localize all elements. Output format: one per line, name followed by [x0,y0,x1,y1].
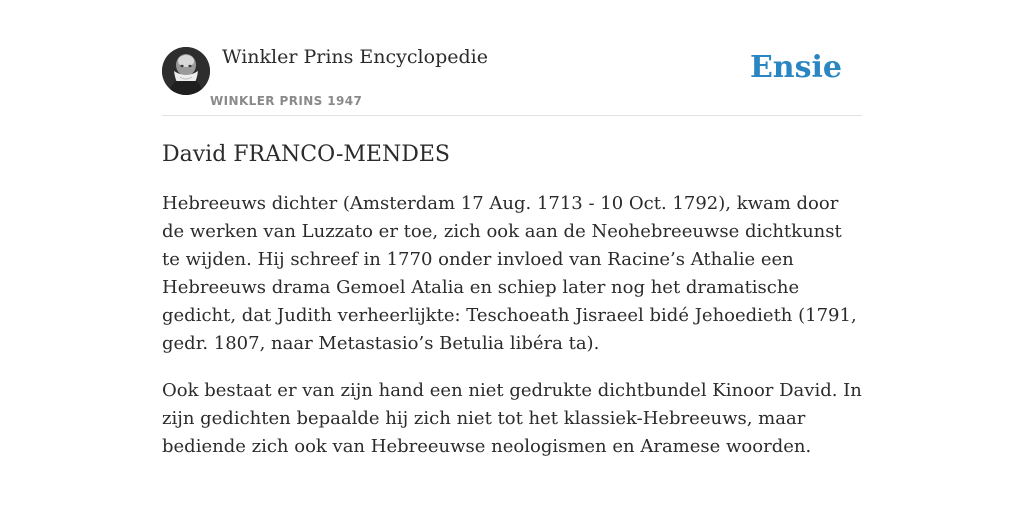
publication-subtitle: WINKLER PRINS 1947 [210,94,363,108]
article-paragraph: Ook bestaat er van zijn hand een niet gedrukte dichtbundel Kinoor David. In zijn gedichten bepaalde hij zich niet tot het klassiek-Hebreeuws, maar bediende zich ook van Hebreeuwse neologismen en Aramese woorden. [162,380,862,457]
avatar[interactable] [162,47,210,95]
brand-logo[interactable]: Ensie [749,50,842,85]
article-title: David FRANCO-MENDES [162,142,450,167]
bearded-man-portrait-icon [162,47,210,95]
article-card [162,40,862,461]
article-paragraph: Hebreeuws dichter (Amsterdam 17 Aug. 1713 - 10 Oct. 1792), kwam door de werken van Luzzato er toe, zich ook aan de Neohebreeuwse dichtkunst te wijden. Hij schreef in 1770 onder invloed van Racine’s Athalie een Hebreeuws drama Gemoel Atalia en schiep later nog het dramatische gedicht, dat Judith verheerlijkte: Teschoeath Jisraeel bidé Jehoedieth (1791, gedr. 1807, naar Metastasio’s Betulia libéra ta). [162,193,857,354]
publication-header [162,40,862,116]
publication-title[interactable]: Winkler Prins Encyclopedie [222,46,488,68]
